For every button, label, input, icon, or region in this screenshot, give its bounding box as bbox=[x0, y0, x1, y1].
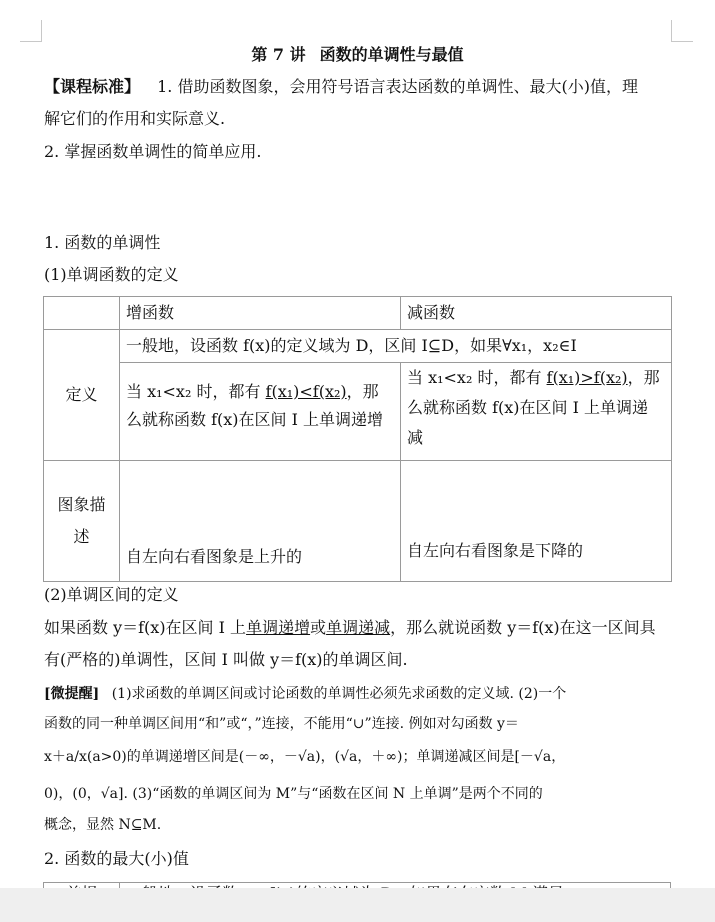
dec-inequality: f(x₁)>f(x₂) bbox=[546, 368, 628, 387]
dec-def-text-b: ，那 bbox=[627, 368, 660, 387]
table-header-increasing: 增函数 bbox=[120, 297, 401, 330]
decreasing-graph-cell: 自左向右看图象是下降的 bbox=[401, 461, 672, 582]
reminder-line-2: 函数的同一种单调区间用“和”或“，”连接，不能用“∪”连接. 例如对勾函数 y＝ bbox=[44, 716, 519, 732]
reminder-line-1 bbox=[44, 683, 566, 705]
inc-def-text: 当 x₁<x₂ 时，都有 bbox=[126, 382, 266, 401]
interval-def-line-2: 有(严格的)单调性，区间 I 叫做 y＝f(x)的单调区间. bbox=[44, 650, 408, 669]
lesson-number: 第 7 讲 bbox=[251, 45, 306, 64]
standard-text-1: 1. 借助函数图象，会用符号语言表达函数的单调性、最大(小)值，理 bbox=[157, 77, 638, 96]
dec-def-text: 当 x₁<x₂ 时，都有 bbox=[407, 368, 547, 387]
dec-def-text-2: 么就称函数 f(x)在区间 I 上单调递 bbox=[407, 398, 649, 417]
definition-common-cell: 一般地，设函数 f(x)的定义域为 D，区间 I⊆D，如果∀x₁，x₂∈I bbox=[120, 330, 672, 363]
increasing-definition-cell bbox=[120, 363, 401, 461]
row-label-graph: 图象描述 bbox=[44, 461, 120, 582]
row-label-definition: 定义 bbox=[44, 330, 120, 461]
reminder-label: [微提醒] bbox=[44, 686, 100, 702]
lesson-title: 函数的单调性与最值 bbox=[319, 45, 464, 64]
page-corner-mark bbox=[20, 20, 42, 42]
inc-inequality: f(x₁)<f(x₂) bbox=[265, 382, 347, 401]
table-header-empty bbox=[44, 297, 120, 330]
interval-def-line-1 bbox=[44, 617, 656, 639]
interval-text-b: ，那么就说函数 y＝f(x)在这一区间具 bbox=[390, 618, 656, 637]
reminder-line-5: 概念，显然 N⊆M. bbox=[44, 817, 162, 833]
reminder-text-1: (1)求函数的单调区间或讨论函数的单调性必须先求函数的定义域. (2)一个 bbox=[111, 686, 567, 702]
standard-text-1b: 解它们的作用和实际意义. bbox=[44, 109, 226, 128]
subheading-monotone-def: (1)单调函数的定义 bbox=[44, 265, 179, 284]
reminder-line-4: 0)，(0，√a]. (3)“函数的单调区间为 M”与“函数在区间 N 上单调”是两个不同的 bbox=[44, 786, 543, 802]
standard-text-2: 2. 掌握函数单调性的简单应用. bbox=[44, 142, 262, 161]
subheading-interval-def: (2)单调区间的定义 bbox=[44, 585, 179, 604]
section-heading-max-min: 2. 函数的最大(小)值 bbox=[44, 849, 189, 868]
dec-def-text-3: 减 bbox=[407, 428, 424, 447]
interval-text-a: 如果函数 y＝f(x)在区间 I 上 bbox=[44, 618, 247, 637]
interval-dec: 单调递减 bbox=[326, 618, 391, 637]
section-heading-monotonicity: 1. 函数的单调性 bbox=[44, 233, 161, 252]
interval-or: 或 bbox=[310, 618, 327, 637]
page-corner-mark bbox=[671, 20, 693, 42]
viewer-bottom-bar bbox=[0, 888, 715, 922]
interval-inc: 单调递增 bbox=[246, 618, 311, 637]
standard-label: 【课程标准】 bbox=[44, 77, 141, 96]
inc-def-text-2: 么就称函数 f(x)在区间 I 上单调递增 bbox=[126, 410, 384, 429]
monotone-definition-table bbox=[43, 296, 672, 582]
page-title bbox=[0, 42, 715, 65]
decreasing-definition-cell bbox=[401, 363, 672, 461]
inc-def-text-b: ，那 bbox=[346, 382, 379, 401]
standard-line-1 bbox=[44, 76, 638, 98]
reminder-line-3: x＋a/x(a>0)的单调递增区间是(－∞，－√a)，(√a，＋∞)；单调递减区间是[－√a， bbox=[44, 749, 566, 765]
increasing-graph-cell: 自左向右看图象是上升的 bbox=[120, 461, 401, 582]
table-header-decreasing: 减函数 bbox=[401, 297, 672, 330]
